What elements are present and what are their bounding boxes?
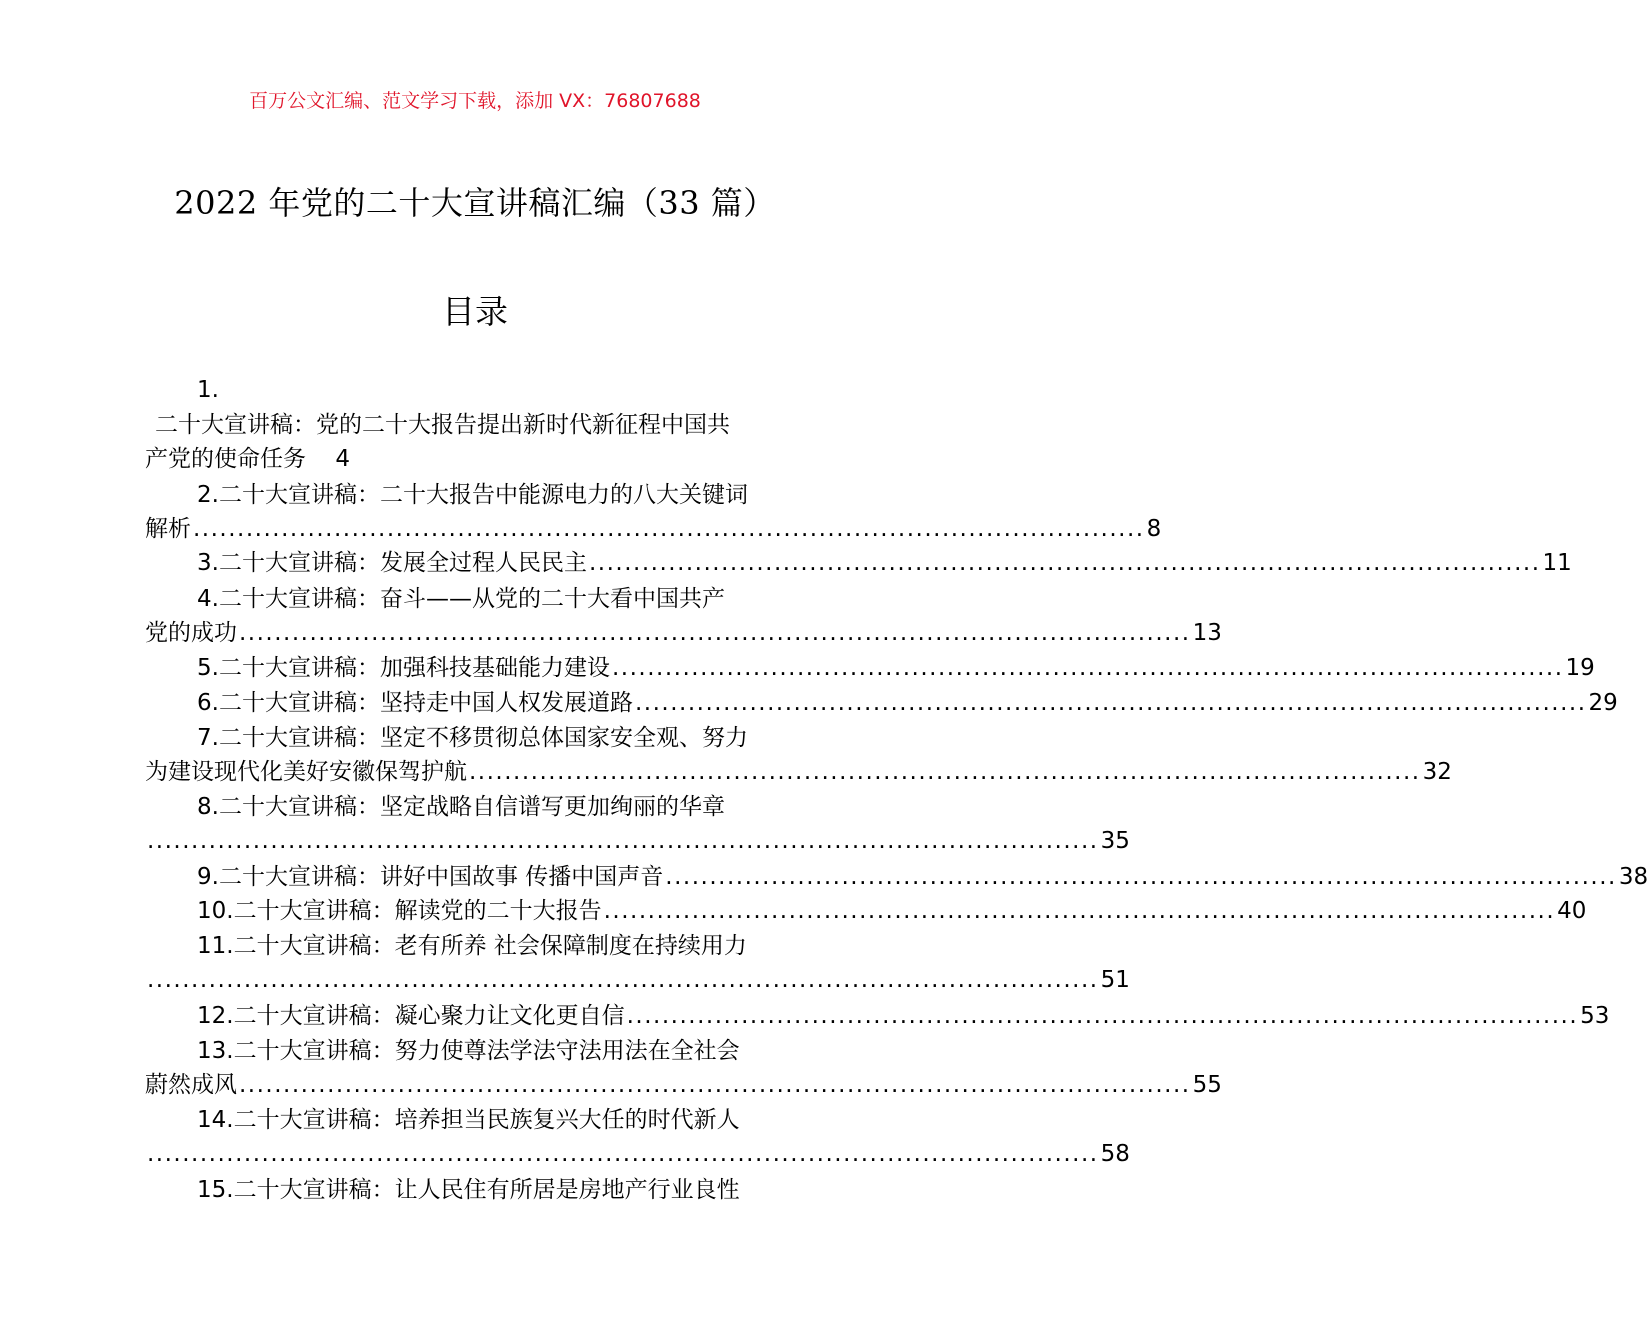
toc-entry-text: 10.二十大宣讲稿：解读党的二十大报告 — [197, 898, 602, 924]
leader-dots: ............................................................................................................ — [603, 898, 1556, 924]
toc-entry-text: 14.二十大宣讲稿：培养担当民族复兴大任的时代新人 — [197, 1107, 740, 1133]
toc-entry-number: 1. — [197, 377, 219, 403]
toc-entry-text: 4.二十大宣讲稿：奋斗——从党的二十大看中国共产 — [197, 586, 725, 612]
toc-entry-text: 11.二十大宣讲稿：老有所养 社会保障制度在持续用力 — [197, 933, 747, 959]
toc-entry-13-line1[interactable] — [145, 1034, 807, 1068]
toc-entry-1-line2[interactable] — [145, 442, 807, 476]
toc-entry-text: 15.二十大宣讲稿：让人民住有所居是房地产行业良性 — [197, 1177, 740, 1203]
toc-entry-text: 6.二十大宣讲稿：坚持走中国人权发展道路 — [197, 690, 633, 716]
toc-entry-page: 8 — [1146, 516, 1162, 542]
toc-entry-text: 12.二十大宣讲稿：凝心聚力让文化更自信 — [197, 1003, 625, 1029]
toc-entry-10[interactable] — [145, 894, 1587, 928]
leader-dots: ............................................................................................................ — [147, 828, 1099, 854]
leader-dots: ............................................................................................................ — [239, 620, 1191, 646]
toc-entry-2-line2[interactable] — [145, 512, 1162, 546]
toc-entry-text: 8.二十大宣讲稿：坚定战略自信谱写更加绚丽的华章 — [197, 794, 725, 820]
leader-dots: ............................................................................................................ — [588, 550, 1541, 576]
toc-entry-text: 2.二十大宣讲稿：二十大报告中能源电力的八大关键词 — [197, 482, 748, 508]
toc-entry-12[interactable] — [145, 999, 1610, 1033]
toc-heading: 目录 — [442, 292, 508, 331]
toc-entry-text: 5.二十大宣讲稿：加强科技基础能力建设 — [197, 655, 610, 681]
toc-entry-text: 7.二十大宣讲稿：坚定不移贯彻总体国家安全观、努力 — [197, 725, 748, 751]
toc-entry-text: 产党的使命任务 — [145, 446, 306, 472]
toc-entry-6[interactable] — [145, 686, 1618, 720]
toc-entry-page: 51 — [1100, 967, 1130, 993]
toc-entry-14-line1[interactable] — [145, 1103, 807, 1137]
toc-entry-text: 13.二十大宣讲稿：努力使尊法学法守法用法在全社会 — [197, 1038, 740, 1064]
toc-entry-11-line2[interactable] — [145, 963, 1130, 997]
leader-dots: ............................................................................................................ — [239, 1072, 1191, 1098]
toc-entry-1-line1[interactable] — [145, 408, 807, 442]
toc-entry-13-line2[interactable] — [145, 1068, 1222, 1102]
toc-entry-page: 38 — [1618, 864, 1648, 890]
header-note: 百万公文汇编、范文学习下载，添加 VX：76807688 — [249, 90, 701, 112]
toc-entry-8-line2[interactable] — [145, 824, 1130, 858]
toc-entry-page: 4 — [335, 446, 350, 472]
toc-entry-page: 13 — [1192, 620, 1222, 646]
toc-entry-page: 53 — [1580, 1003, 1610, 1029]
leader-dots: ............................................................................................................ — [469, 759, 1421, 785]
leader-dots: ............................................................................................................ — [611, 655, 1564, 681]
leader-dots: ............................................................................................................ — [626, 1003, 1579, 1029]
toc-entry-9[interactable] — [145, 860, 1648, 894]
toc-entry-text: 3.二十大宣讲稿：发展全过程人民民主 — [197, 550, 587, 576]
toc-entry-7-line2[interactable] — [145, 755, 1452, 789]
toc-entry-page: 11 — [1542, 550, 1572, 576]
toc-entry-page: 40 — [1557, 898, 1587, 924]
leader-dots: ............................................................................................................ — [665, 864, 1617, 890]
toc-entry-page: 58 — [1100, 1141, 1130, 1167]
toc-entry-text: 党的成功 — [145, 620, 237, 646]
toc-entry-2-line1[interactable] — [145, 478, 807, 512]
toc-entry-7-line1[interactable] — [145, 721, 807, 755]
toc-entry-text: 二十大宣讲稿：党的二十大报告提出新时代新征程中国共 — [155, 412, 730, 438]
toc-entry-5[interactable] — [145, 651, 1595, 685]
leader-dots: ............................................................................................................ — [147, 1141, 1099, 1167]
toc-entry-8-line1[interactable] — [145, 790, 807, 824]
toc-entry-page: 29 — [1588, 690, 1618, 716]
toc-entry-4-line1[interactable] — [145, 582, 807, 616]
toc-entry-14-line2[interactable] — [145, 1137, 1130, 1171]
toc-entry-3[interactable] — [145, 546, 1572, 580]
leader-dots: ............................................................................................................ — [634, 690, 1587, 716]
toc-entry-text: 蔚然成风 — [145, 1072, 237, 1098]
toc-entry-page: 35 — [1100, 828, 1130, 854]
toc-entry-4-line2[interactable] — [145, 616, 1222, 650]
document-title: 2022 年党的二十大宣讲稿汇编（33 篇） — [174, 184, 776, 222]
toc-entry-page: 55 — [1192, 1072, 1222, 1098]
toc-entry-page: 32 — [1422, 759, 1452, 785]
leader-dots: ............................................................................................................ — [193, 516, 1145, 542]
toc-entry-1-number[interactable] — [145, 373, 807, 407]
toc-entry-text: 为建设现代化美好安徽保驾护航 — [145, 759, 467, 785]
leader-dots: ............................................................................................................ — [147, 967, 1099, 993]
toc-entry-text: 解析 — [145, 516, 191, 542]
toc-entry-11-line1[interactable] — [145, 929, 807, 963]
toc-entry-text: 9.二十大宣讲稿：讲好中国故事 传播中国声音 — [197, 864, 664, 890]
toc-entry-page: 19 — [1565, 655, 1595, 681]
toc-entry-15-line1[interactable] — [145, 1173, 807, 1207]
